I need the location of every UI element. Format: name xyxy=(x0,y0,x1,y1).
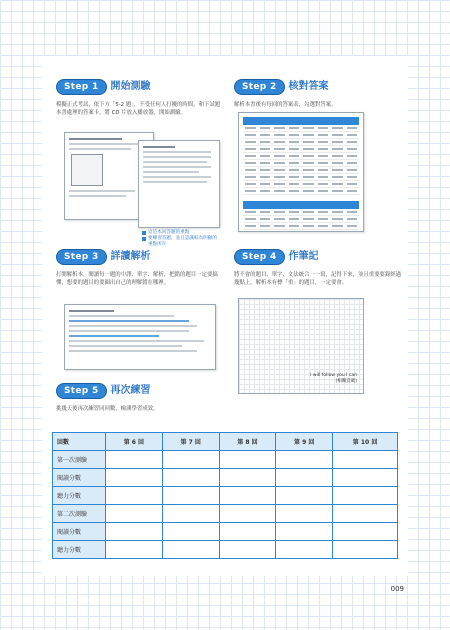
step-1 xyxy=(56,74,224,117)
score-cell[interactable] xyxy=(106,487,163,505)
score-cell[interactable] xyxy=(333,541,398,559)
score-cell[interactable] xyxy=(219,451,276,469)
row-label: 聽力分數 xyxy=(53,541,106,559)
table-row xyxy=(53,451,398,469)
step-4 xyxy=(234,244,402,287)
step-3 xyxy=(56,244,224,287)
step-1-desc: 模擬正式考試，依下方「5-2 題」，不受任何人打擾的時間，和下試題本書處理的答案卡，將 CD 片放入播放器，開始測驗。 xyxy=(56,102,221,116)
score-cell[interactable] xyxy=(333,523,398,541)
table-row xyxy=(53,505,398,523)
table-row xyxy=(53,487,398,505)
step-5-tag: Step 5 xyxy=(56,383,107,399)
table-header-cell: 回數 xyxy=(53,433,106,451)
step-2-tag: Step 2 xyxy=(234,79,285,95)
notebook-note: I will follow you I can (相關頁碼) xyxy=(310,373,357,384)
table-header-row xyxy=(53,433,398,451)
step-5-desc: 挑幾天後再次練習同回數，檢測學習成效。 xyxy=(56,406,159,412)
score-cell[interactable] xyxy=(162,469,219,487)
score-cell[interactable] xyxy=(276,469,333,487)
table-header-cell: 第 6 回 xyxy=(106,433,163,451)
step-5-title: 再次練習 xyxy=(110,385,151,396)
step-3-title: 詳讀解析 xyxy=(110,251,151,262)
step-3-desc: 打開解析本，閱讀每一題的中譯、單字、解析，把錯的題目一定要搞懂，想要的題目的要圈出自己的理解錯在哪裡。 xyxy=(56,272,218,286)
bullet-icon xyxy=(142,237,146,241)
score-cell[interactable] xyxy=(106,523,163,541)
table-row xyxy=(53,523,398,541)
page-number: 009 xyxy=(390,585,404,593)
step-4-title: 作筆記 xyxy=(288,251,319,262)
step-2-title: 核對答案 xyxy=(288,81,329,92)
answer-key-image xyxy=(238,112,364,232)
table-header-cell: 第 9 回 xyxy=(276,433,333,451)
row-label: 聽力分數 xyxy=(53,487,106,505)
score-cell[interactable] xyxy=(276,541,333,559)
table-header-cell: 第 7 回 xyxy=(162,433,219,451)
score-cell[interactable] xyxy=(162,505,219,523)
row-label: 第一次測驗 xyxy=(53,451,106,469)
bullet-icon xyxy=(142,231,146,235)
score-cell[interactable] xyxy=(106,541,163,559)
score-cell[interactable] xyxy=(162,451,219,469)
score-cell[interactable] xyxy=(276,505,333,523)
step-1-title: 開始測驗 xyxy=(110,81,151,92)
score-cell[interactable] xyxy=(219,523,276,541)
score-cell[interactable] xyxy=(276,487,333,505)
step-4-desc: 將不會的題目、單字、文法統合一一寫，記得下來，並且重要要錄經過幾點上，解析本有標「重」的題目，一定要會。 xyxy=(234,272,402,286)
row-label: 閱讀分數 xyxy=(53,523,106,541)
score-cell[interactable] xyxy=(219,469,276,487)
explanation-page-image xyxy=(64,304,216,370)
score-record-table xyxy=(52,432,398,559)
score-cell[interactable] xyxy=(219,505,276,523)
step-5 xyxy=(56,378,296,413)
step-2 xyxy=(234,74,402,109)
table-row xyxy=(53,469,398,487)
score-cell[interactable] xyxy=(333,469,398,487)
score-cell[interactable] xyxy=(162,523,219,541)
table-header-cell: 第 10 回 xyxy=(333,433,398,451)
row-label: 閱讀分數 xyxy=(53,469,106,487)
note-item: 這是本回答題的重點 xyxy=(142,230,218,236)
score-cell[interactable] xyxy=(106,451,163,469)
score-cell[interactable] xyxy=(106,469,163,487)
score-cell[interactable] xyxy=(276,451,333,469)
score-cell[interactable] xyxy=(219,541,276,559)
score-cell[interactable] xyxy=(162,541,219,559)
step-2-desc: 解析本書後有每回的答案表，勾選對答案。 xyxy=(234,102,337,108)
note-item: 要練習答題，並且認識較為明顯的重點所在 xyxy=(142,236,218,248)
page xyxy=(42,56,408,576)
table-header-cell: 第 8 回 xyxy=(219,433,276,451)
score-cell[interactable] xyxy=(219,487,276,505)
score-cell[interactable] xyxy=(106,505,163,523)
step-1-tag: Step 1 xyxy=(56,79,107,95)
score-cell[interactable] xyxy=(333,505,398,523)
score-cell[interactable] xyxy=(333,451,398,469)
score-cell[interactable] xyxy=(333,487,398,505)
score-cell[interactable] xyxy=(162,487,219,505)
table-row xyxy=(53,541,398,559)
score-cell[interactable] xyxy=(276,523,333,541)
answer-sheet-image xyxy=(138,140,220,228)
step-4-tag: Step 4 xyxy=(234,249,285,265)
row-label: 第二次測驗 xyxy=(53,505,106,523)
step-3-tag: Step 3 xyxy=(56,249,107,265)
